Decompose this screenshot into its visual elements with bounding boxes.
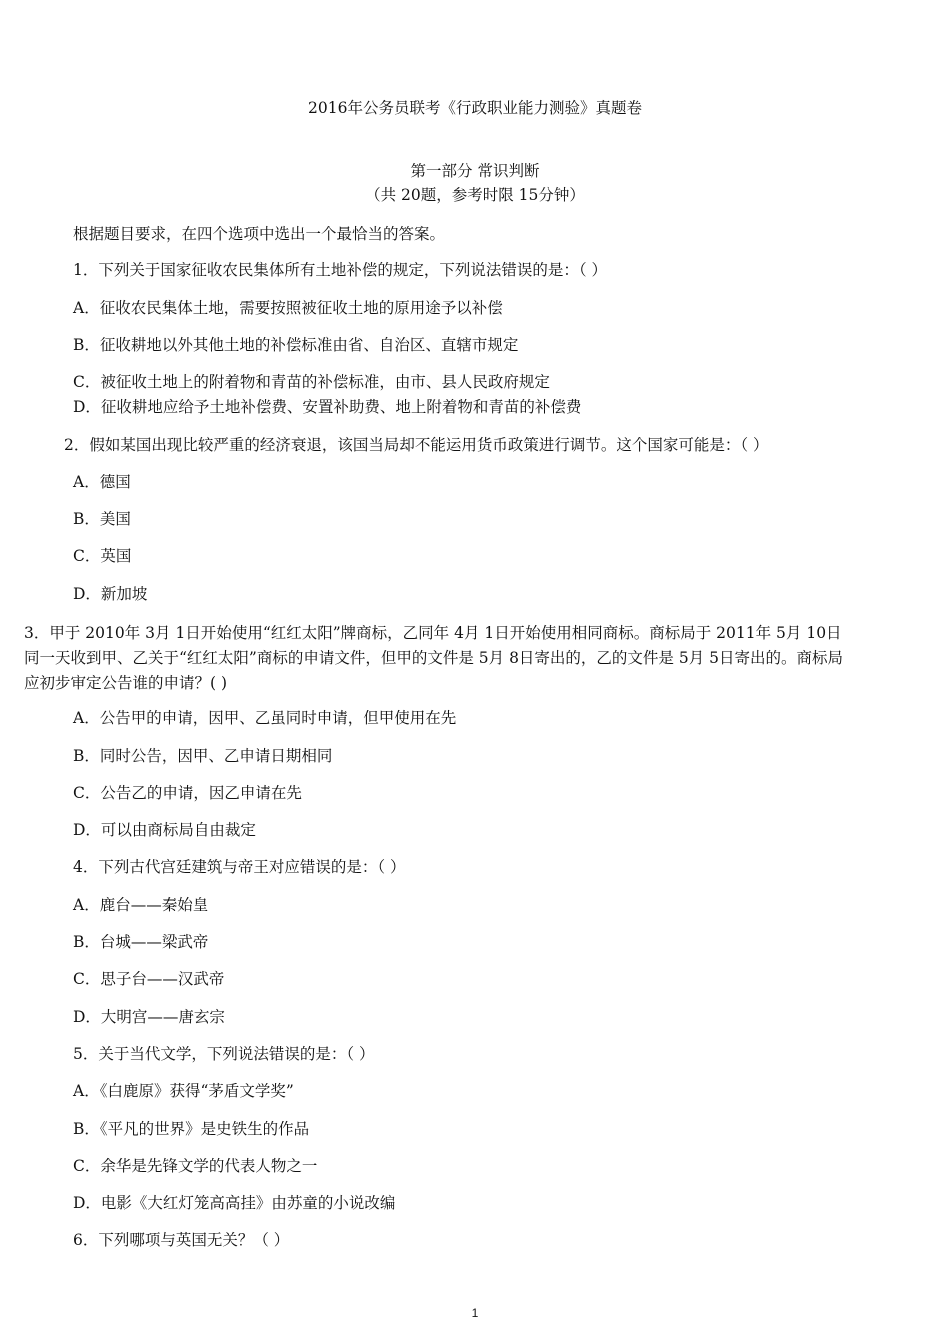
section-note: （共 20题，参考时限 15分钟） xyxy=(365,186,585,204)
page-title: 2016年公务员联考《行政职业能力测验》真题卷 xyxy=(308,99,642,117)
option-item: C．余华是先锋文学的代表人物之一 xyxy=(73,1157,318,1175)
option-item: C．英国 xyxy=(73,547,132,565)
option-item: A．鹿台——秦始皇 xyxy=(73,896,209,914)
option-item: D．征收耕地应给予土地补偿费、安置补助费、地上附着物和青苗的补偿费 xyxy=(73,398,582,416)
option-item: B．台城——梁武帝 xyxy=(73,933,209,951)
option-item: A．德国 xyxy=(73,473,131,491)
option-item: A．《白鹿原》获得“茅盾文学奖” xyxy=(73,1082,294,1100)
instruction-text: 根据题目要求，在四个选项中选出一个最恰当的答案。 xyxy=(73,225,446,243)
section-title: 第一部分 常识判断 xyxy=(410,162,540,180)
option-item: C．被征收土地上的附着物和青苗的补偿标准，由市、县人民政府规定 xyxy=(73,373,550,391)
question-stem: 3．甲于 2010年 3月 1日开始使用“红红太阳”牌商标，乙同年 4月 1日开始使用相同商标。商标局于 2011年 5月 10日同一天收到甲、乙关于“红红太阳”商标的申请文件，但甲的文件是 5月 8日寄出的，乙的文件是 5月 5日寄出的。商标局应初步审定公告谁的申请？( ) xyxy=(24,624,844,692)
option-item: A．公告甲的申请，因甲、乙虽同时申请，但甲使用在先 xyxy=(73,709,457,727)
option-item: B．美国 xyxy=(73,510,131,528)
option-item: C．公告乙的申请，因乙申请在先 xyxy=(73,784,302,802)
option-item: D．新加坡 xyxy=(73,585,148,603)
page-number: 1 xyxy=(471,1306,479,1320)
question-stem: 5．关于当代文学，下列说法错误的是：（ ） xyxy=(73,1045,375,1063)
question-stem: 1．下列关于国家征收农民集体所有土地补偿的规定，下列说法错误的是：（ ） xyxy=(73,261,608,279)
option-item: B．同时公告，因甲、乙申请日期相同 xyxy=(73,747,333,765)
option-item: A．征收农民集体土地，需要按照被征收土地的原用途予以补偿 xyxy=(73,299,503,317)
option-item: D．电影《大红灯笼高高挂》由苏童的小说改编 xyxy=(73,1194,396,1212)
question-stem: 2．假如某国出现比较严重的经济衰退，该国当局却不能运用货币政策进行调节。这个国家可能是：（ ） xyxy=(64,436,769,454)
question-stem: 4．下列古代宫廷建筑与帝王对应错误的是：（ ） xyxy=(73,858,406,876)
question-stem: 6．下列哪项与英国无关？（ ） xyxy=(73,1231,290,1249)
option-item: D．可以由商标局自由裁定 xyxy=(73,821,256,839)
option-item: C．思子台——汉武帝 xyxy=(73,970,225,988)
option-item: B．《平凡的世界》是史铁生的作品 xyxy=(73,1120,310,1138)
option-item: D．大明宫——唐玄宗 xyxy=(73,1008,225,1026)
option-item: B．征收耕地以外其他土地的补偿标准由省、自治区、直辖市规定 xyxy=(73,336,519,354)
